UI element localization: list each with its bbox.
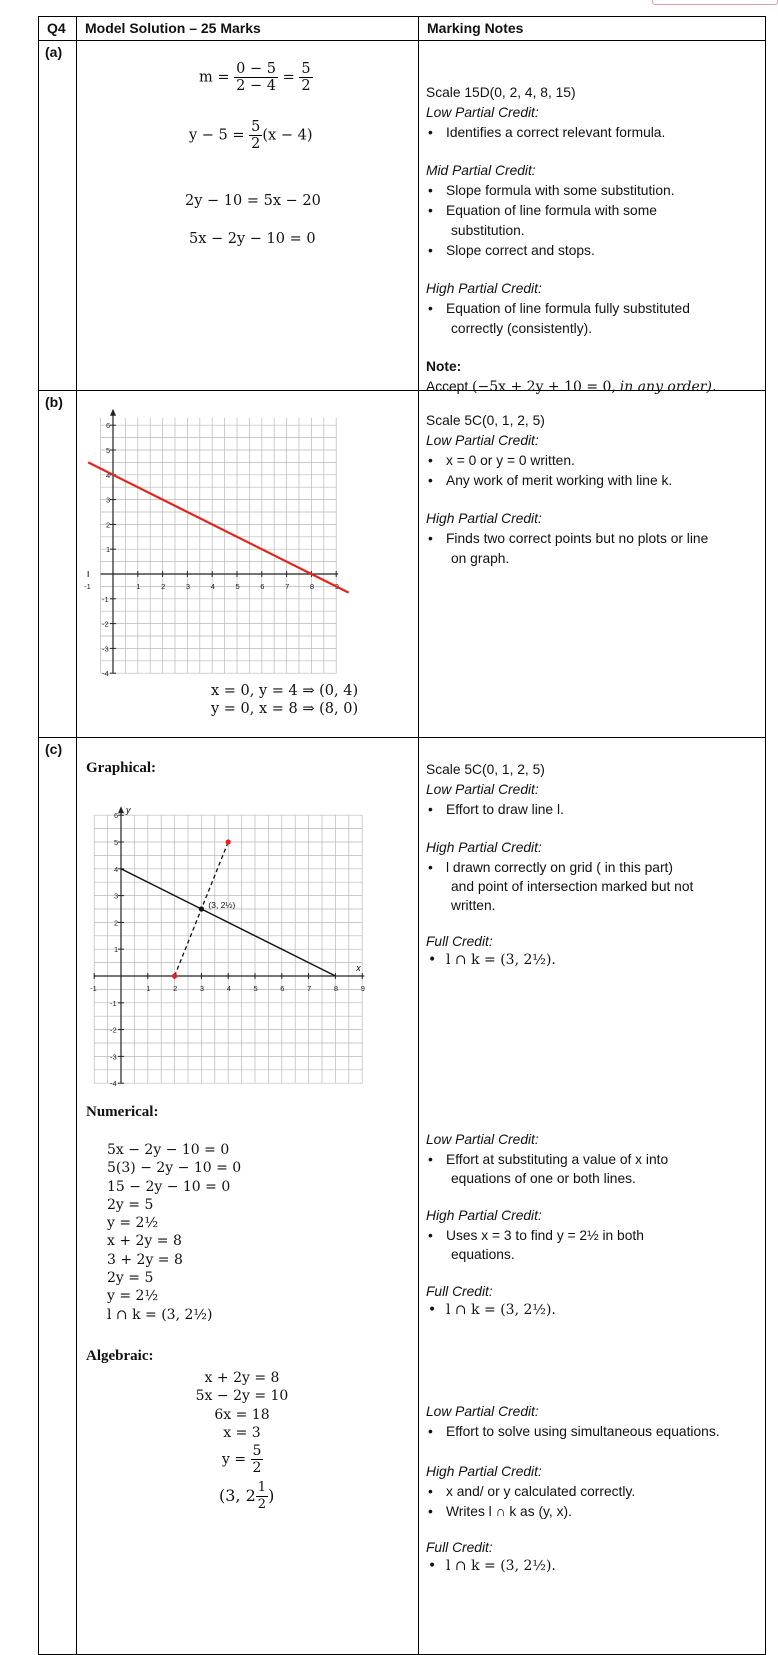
x-tick-label: 4 — [226, 984, 231, 993]
x-tick-label: -1 — [84, 582, 91, 591]
c-a-high-title: High Partial Credit: — [426, 1464, 542, 1479]
slope-formula: m = $\frac{0 - 5}{2 - 4}$ = $\frac{5}{2}$ — [199, 61, 311, 94]
a-mid-3: • Slope correct and stops. — [446, 241, 595, 261]
x-tick-label: 2 — [173, 984, 178, 993]
c-n-full-1: • l ∩ k = (3, 2½). — [446, 1301, 556, 1321]
y-tick-label: -1 — [110, 998, 117, 1008]
line-step-2: 2y − 10 = 5x − 20 — [185, 193, 321, 209]
c-g-full-title: Full Credit: — [426, 934, 493, 949]
point-marker — [199, 906, 204, 911]
point-marker — [226, 839, 231, 844]
c-g-high-1a: • l drawn correctly on grid ( in this part) — [446, 858, 673, 878]
numerical-step-6: x + 2y = 8 — [107, 1233, 182, 1250]
y-tick-label: 5 — [114, 838, 119, 847]
x-tick-label: 3 — [185, 582, 191, 591]
y-tick-label: 5 — [106, 446, 111, 455]
y-tick-label: 3 — [114, 891, 119, 901]
x-tick-label: 8 — [309, 582, 315, 591]
x-tick-label: 5 — [253, 984, 258, 993]
x-tick-label: 6 — [260, 582, 265, 591]
c-n-low-1a: • Effort at substituting a value of x into — [446, 1150, 668, 1170]
part-c-solution — [77, 738, 419, 1655]
y-tick-label: 4 — [106, 470, 111, 480]
a-high-title: High Partial Credit: — [426, 281, 542, 296]
x-tick-label: 1 — [136, 582, 141, 591]
y-tick-label: 6 — [114, 811, 119, 821]
x-tick-label: 4 — [210, 582, 215, 591]
x-tick-label: 6 — [280, 984, 285, 993]
header-question: Q4 — [39, 17, 77, 41]
x-tick-label: 5 — [235, 582, 240, 591]
c-g-scale: Scale 5C(0, 1, 2, 5) — [426, 762, 545, 777]
row-part-c — [39, 738, 766, 1655]
graph-intersection — [81, 780, 411, 1089]
b-calc-1: x = 0, y = 4 ⇒ (0, 4) — [211, 683, 359, 699]
line-equation: y − 5 = $\frac{5}{2}$ (x − 4) — [189, 119, 313, 152]
part-c-notes — [419, 738, 766, 1655]
b-low-title: Low Partial Credit: — [426, 433, 539, 448]
part-a-notes — [419, 41, 766, 395]
c-n-low-1b: equations of one or both lines. — [451, 1171, 636, 1186]
a-high-1b: correctly (consistently). — [451, 321, 593, 336]
y-tick-label: 2 — [106, 520, 111, 530]
algebraic-step-1: x + 2y = 8 — [204, 1370, 280, 1386]
x-tick-label: 8 — [333, 984, 339, 993]
numerical-step-4: 2y = 5 — [107, 1196, 154, 1213]
y-tick-label: -2 — [110, 1025, 117, 1035]
top-tab-marker — [652, 0, 778, 5]
point-marker — [172, 973, 177, 978]
y-tick-label: 3 — [106, 495, 111, 505]
b-high-1b: on graph. — [451, 551, 510, 566]
y-tick-label: -2 — [102, 619, 109, 629]
c-a-full-title: Full Credit: — [426, 1540, 493, 1555]
algebraic-heading: Algebraic: — [86, 1348, 154, 1364]
x-tick-label: 1 — [146, 984, 151, 993]
algebraic-step-3: 6x = 18 — [214, 1406, 270, 1423]
b-scale: Scale 5C(0, 1, 2, 5) — [426, 413, 545, 428]
a-mid-2b: substitution. — [451, 223, 525, 238]
part-a-solution — [77, 41, 419, 391]
x-tick-label: 9 — [360, 984, 365, 993]
graph-line-k — [83, 403, 413, 678]
c-n-high-1b: equations. — [451, 1247, 515, 1262]
algebraic-steps — [177, 1369, 307, 1442]
a-note-title: Note: — [426, 359, 462, 374]
a-mid-2a: • Equation of line formula with some — [446, 201, 657, 221]
x-tick-label: -1 — [90, 984, 97, 993]
c-g-high-1b: and point of intersection marked but not — [451, 879, 694, 894]
x-tick-label: 2 — [161, 582, 166, 591]
c-g-high-title: High Partial Credit: — [426, 840, 542, 855]
numerical-step-10: l ∩ k = (3, 2½) — [107, 1306, 213, 1323]
x-tick-label: 3 — [199, 984, 205, 993]
y-tick-label: 4 — [114, 864, 119, 874]
a-mid-title: Mid Partial Credit: — [426, 163, 536, 178]
a-note-line: Accept (−5x + 2y + 10 = 0, in any order). — [426, 379, 717, 395]
x-tick-label: 7 — [285, 582, 290, 591]
y-tick-label: 1 — [114, 945, 119, 955]
c-a-full-1: • l ∩ k = (3, 2½). — [446, 1557, 556, 1577]
series-line-k — [88, 462, 348, 592]
c-a-high-1: • x and/ or y calculated correctly. — [446, 1482, 635, 1502]
c-g-full-1: • l ∩ k = (3, 2½). — [446, 951, 556, 971]
alg-point: (3, 2 $\frac{1}{2}$ ) — [219, 1480, 275, 1512]
y-tick-label: -4 — [110, 1079, 117, 1089]
a-low-1: • Identifies a correct relevant formula. — [446, 123, 665, 143]
x-axis-label: x — [356, 963, 361, 973]
numerical-step-1: 5x − 2y − 10 = 0 — [107, 1142, 230, 1158]
b-low-1: • x = 0 or y = 0 written. — [446, 451, 575, 471]
y-tick-label: 6 — [106, 421, 111, 431]
a-scale: Scale 15D(0, 2, 4, 8, 15) — [426, 85, 576, 100]
algebraic-step-2: 5x − 2y = 10 — [195, 1388, 289, 1405]
part-a-label: (a) — [45, 44, 63, 60]
c-g-low-1: • Effort to draw line l. — [446, 800, 564, 820]
x-tick-label: 7 — [307, 984, 312, 993]
y-axis-label: y — [126, 805, 131, 816]
y-tick-label: -1 — [102, 594, 109, 604]
header-notes: Marking Notes — [419, 17, 766, 41]
numerical-heading: Numerical: — [86, 1104, 159, 1120]
c-a-low-1: • Effort to solve using simultaneous equations. — [446, 1422, 720, 1442]
marking-scheme-table — [38, 16, 766, 1655]
part-b-notes — [419, 391, 766, 738]
y-tick-label: -3 — [102, 644, 109, 654]
y-axis-arrow — [110, 409, 116, 416]
c-a-low-title: Low Partial Credit: — [426, 1404, 539, 1419]
numerical-step-5: y = 2½ — [107, 1215, 159, 1232]
c-g-high-1c: written. — [451, 898, 496, 913]
y-tick-label: 2 — [114, 918, 119, 928]
y-axis-arrow — [118, 806, 124, 813]
header-solution: Model Solution – 25 Marks — [77, 17, 419, 41]
numerical-step-7: 3 + 2y = 8 — [107, 1251, 183, 1268]
numerical-step-9: y = 2½ — [107, 1288, 159, 1305]
b-high-1a: • Finds two correct points but no plots or line — [446, 529, 708, 549]
line-step-3: 5x − 2y − 10 = 0 — [189, 231, 316, 247]
c-n-high-1a: • Uses x = 3 to find y = 2½ in both — [446, 1226, 644, 1246]
a-low-title: Low Partial Credit: — [426, 105, 539, 120]
c-g-low-title: Low Partial Credit: — [426, 782, 539, 797]
b-low-2: • Any work of merit working with line k. — [446, 471, 672, 491]
b-calc-2: y = 0, x = 8 ⇒ (8, 0) — [211, 701, 359, 717]
x-tick-label: 9 — [334, 582, 339, 591]
part-b-solution — [77, 391, 419, 738]
y-tick-label: -3 — [110, 1052, 117, 1062]
part-c-label: (c) — [45, 741, 63, 757]
row-part-a — [39, 41, 766, 391]
a-mid-1: • Slope formula with some substitution. — [446, 181, 675, 201]
c-n-high-title: High Partial Credit: — [426, 1208, 542, 1223]
numerical-step-3: 15 − 2y − 10 = 0 — [107, 1178, 231, 1195]
numerical-steps — [107, 1141, 241, 1324]
header-row — [39, 17, 766, 41]
numerical-step-2: 5(3) − 2y − 10 = 0 — [107, 1160, 242, 1177]
alg-y-value: y = $\frac{5}{2}$ — [222, 1443, 262, 1476]
c-n-low-title: Low Partial Credit: — [426, 1132, 539, 1147]
numerical-step-8: 2y = 5 — [107, 1270, 154, 1287]
intersection-label: (3, 2½) — [208, 900, 236, 910]
c-n-full-title: Full Credit: — [426, 1284, 493, 1299]
algebraic-step-4: x = 3 — [223, 1424, 261, 1441]
graphical-heading: Graphical: — [86, 760, 156, 776]
y-tick-label: -4 — [102, 669, 109, 679]
a-high-1a: • Equation of line formula fully substituted — [446, 299, 690, 319]
y-tick-label: 1 — [106, 545, 111, 555]
b-high-title: High Partial Credit: — [426, 511, 542, 526]
part-b-label: (b) — [45, 394, 63, 410]
c-a-high-2: • Writes l ∩ k as (y, x). — [446, 1502, 572, 1522]
row-part-b — [39, 391, 766, 738]
